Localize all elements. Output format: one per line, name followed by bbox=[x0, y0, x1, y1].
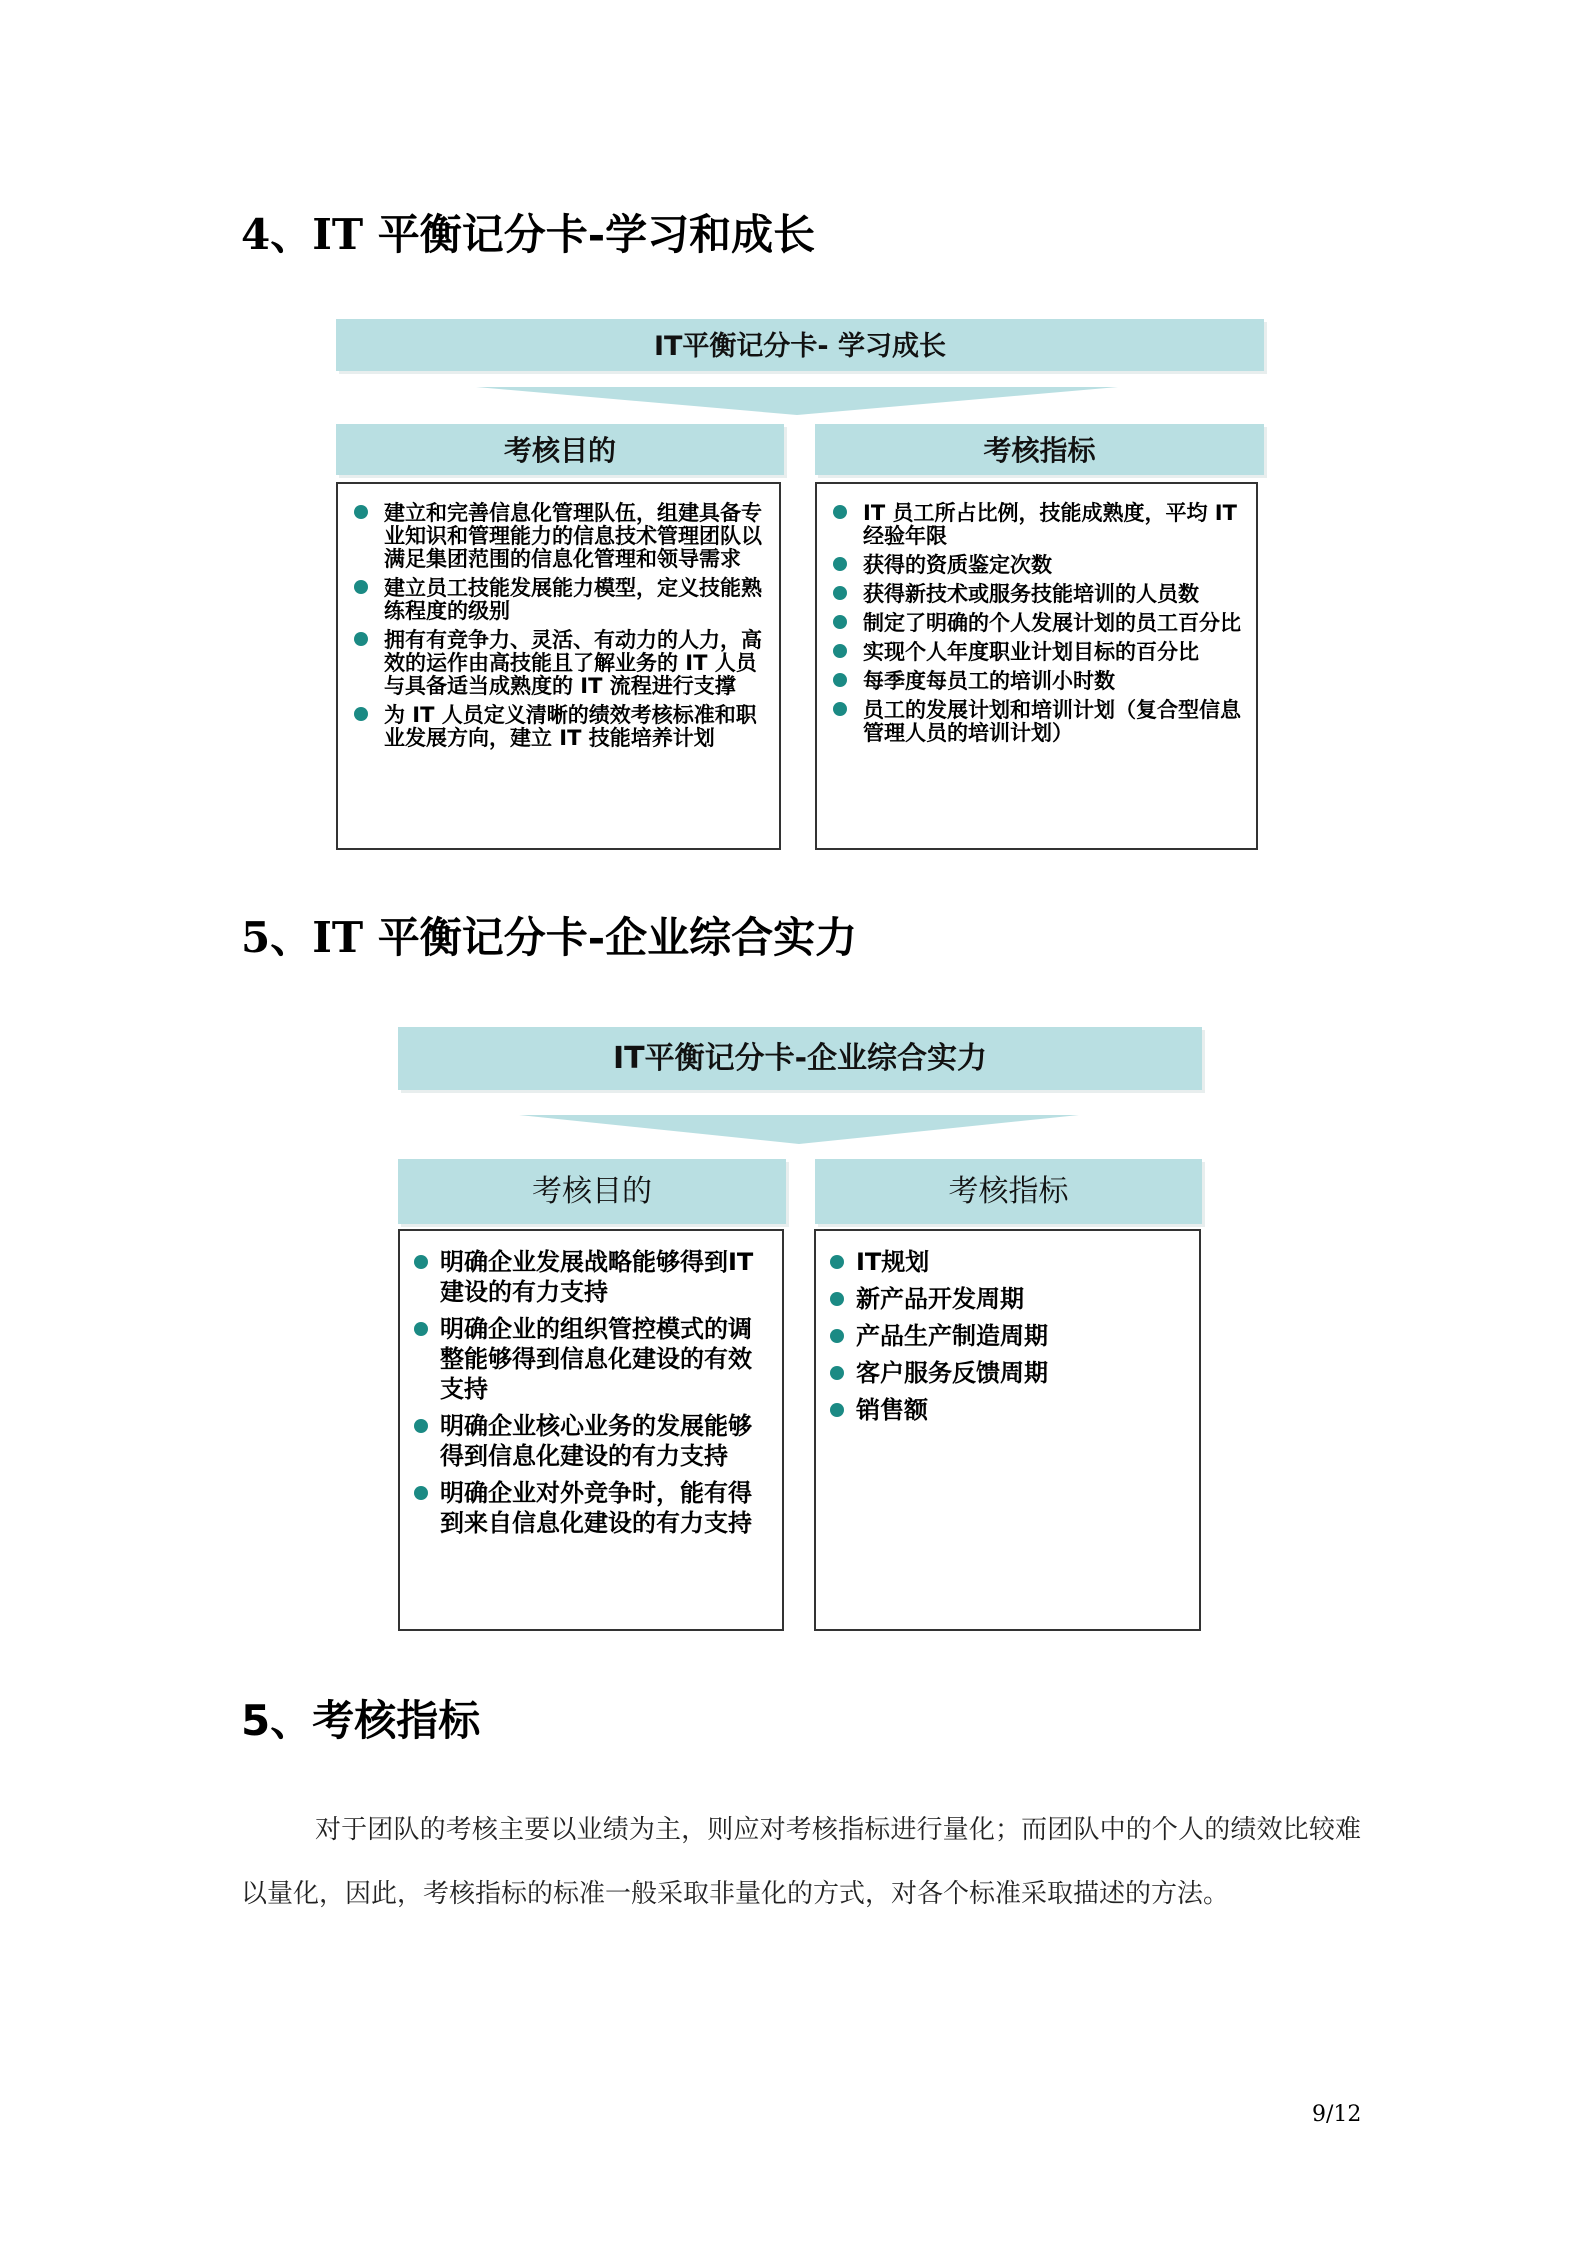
section-heading-4: 4、IT 平衡记分卡-学习和成长 bbox=[241, 210, 816, 259]
list-item bbox=[856, 1247, 1189, 1277]
bullet-icon bbox=[354, 580, 368, 594]
list-item-text: 客户服务反馈周期 bbox=[856, 1359, 1048, 1387]
bullet-icon bbox=[833, 505, 847, 519]
list-item-text: 建立员工技能发展能力模型，定义技能熟练程度的级别 bbox=[384, 576, 762, 623]
list-item-text: 员工的发展计划和培训计划（复合型信息管理人员的培训计划） bbox=[863, 698, 1241, 745]
list-item bbox=[863, 670, 1246, 693]
list-item bbox=[856, 1284, 1189, 1314]
list-item-text: 明确企业核心业务的发展能够得到信息化建设的有力支持 bbox=[440, 1412, 752, 1470]
list-item bbox=[863, 502, 1246, 548]
list-item bbox=[863, 612, 1246, 635]
list-item-text: 明确企业发展战略能够得到IT建设的有力支持 bbox=[440, 1248, 754, 1306]
bullet-icon bbox=[833, 702, 847, 716]
bullet-icon bbox=[833, 615, 847, 629]
right-column-header: 考核指标 bbox=[815, 424, 1264, 475]
list-item bbox=[856, 1321, 1189, 1351]
diagram-title: IT平衡记分卡-企业综合实力 bbox=[398, 1027, 1202, 1090]
list-item bbox=[440, 1314, 772, 1404]
list-item-text: IT规划 bbox=[856, 1248, 930, 1276]
list-item bbox=[863, 583, 1246, 606]
section-heading-5: 5、IT 平衡记分卡-企业综合实力 bbox=[241, 913, 858, 962]
list-item-text: 每季度每员工的培训小时数 bbox=[863, 669, 1115, 693]
page-number: 9/12 bbox=[1312, 2102, 1362, 2127]
list-item bbox=[384, 577, 769, 623]
list-item bbox=[384, 629, 769, 698]
list-item bbox=[440, 1247, 772, 1307]
list-item-text: 产品生产制造周期 bbox=[856, 1322, 1048, 1350]
list-item bbox=[440, 1411, 772, 1471]
list-item bbox=[384, 704, 769, 750]
left-column-header: 考核目的 bbox=[336, 424, 784, 475]
bullet-icon bbox=[414, 1419, 428, 1433]
right-column-header: 考核指标 bbox=[815, 1159, 1202, 1224]
list-item-text: 新产品开发周期 bbox=[856, 1285, 1024, 1313]
list-item-text: IT 员工所占比例，技能成熟度，平均 IT 经验年限 bbox=[863, 501, 1237, 548]
list-item-text: 建立和完善信息化管理队伍，组建具备专业知识和管理能力的信息技术管理团队以满足集团范围的信息化管理和领导需求 bbox=[384, 501, 762, 571]
bullet-icon bbox=[833, 644, 847, 658]
list-item-text: 获得的资质鉴定次数 bbox=[863, 553, 1052, 577]
bullet-icon bbox=[354, 707, 368, 721]
bullet-icon bbox=[414, 1322, 428, 1336]
list-item-text: 获得新技术或服务技能培训的人员数 bbox=[863, 582, 1199, 606]
list-item bbox=[863, 641, 1246, 664]
list-item bbox=[863, 554, 1246, 577]
bullet-icon bbox=[833, 557, 847, 571]
list-item-text: 实现个人年度职业计划目标的百分比 bbox=[863, 640, 1199, 664]
list-item bbox=[863, 699, 1246, 745]
list-item bbox=[384, 502, 769, 571]
list-item bbox=[856, 1358, 1189, 1388]
down-arrow-icon bbox=[519, 1115, 1079, 1144]
list-item bbox=[856, 1395, 1189, 1425]
bullet-icon bbox=[830, 1329, 844, 1343]
list-item-text: 制定了明确的个人发展计划的员工百分比 bbox=[863, 611, 1241, 635]
bullet-icon bbox=[414, 1486, 428, 1500]
diagram-title: IT平衡记分卡- 学习成长 bbox=[336, 319, 1264, 371]
list-item-text: 拥有有竞争力、灵活、有动力的人力，高效的运作由高技能且了解业务的 IT 人员与具备适当成熟度的 IT 流程进行支撑 bbox=[384, 628, 762, 698]
bullet-icon bbox=[354, 632, 368, 646]
list-item-text: 销售额 bbox=[856, 1396, 928, 1424]
body-paragraph: 对于团队的考核主要以业绩为主，则应对考核指标进行量化；而团队中的个人的绩效比较难以量化，因此，考核指标的标准一般采取非量化的方式，对各个标准采取描述的方法。 bbox=[241, 1815, 1361, 1909]
bullet-icon bbox=[830, 1255, 844, 1269]
bullet-icon bbox=[833, 673, 847, 687]
list-item bbox=[440, 1478, 772, 1538]
list-item-text: 明确企业对外竞争时，能有得到来自信息化建设的有力支持 bbox=[440, 1479, 752, 1537]
indicators-box bbox=[814, 1229, 1201, 1631]
indicators-box bbox=[815, 482, 1258, 850]
objectives-box bbox=[336, 482, 781, 850]
down-arrow-icon bbox=[476, 387, 1118, 415]
bullet-icon bbox=[830, 1366, 844, 1380]
bullet-icon bbox=[414, 1255, 428, 1269]
bullet-icon bbox=[833, 586, 847, 600]
objectives-box bbox=[398, 1229, 784, 1631]
list-item-text: 为 IT 人员定义清晰的绩效考核标准和职业发展方向，建立 IT 技能培养计划 bbox=[384, 703, 757, 750]
section-heading-indicators: 5、考核指标 bbox=[241, 1696, 481, 1745]
left-column-header: 考核目的 bbox=[398, 1159, 786, 1224]
list-item-text: 明确企业的组织管控模式的调整能够得到信息化建设的有效支持 bbox=[440, 1315, 752, 1403]
bullet-icon bbox=[830, 1292, 844, 1306]
bullet-icon bbox=[830, 1403, 844, 1417]
bullet-icon bbox=[354, 505, 368, 519]
